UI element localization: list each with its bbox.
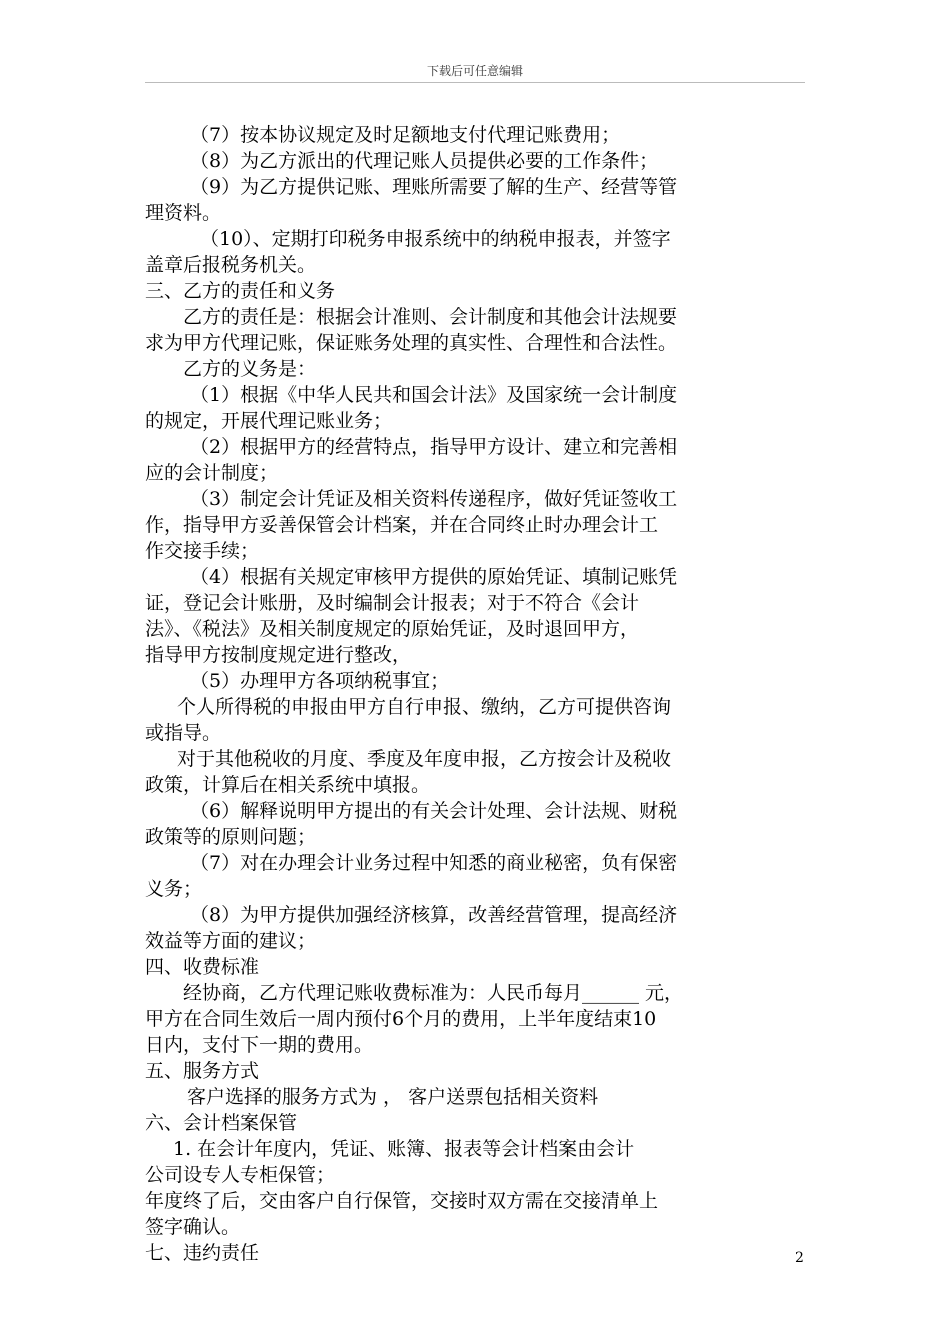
text-line: 五、服务方式 (145, 1060, 260, 1082)
text-line: 年度终了后，交由客户自行保管，交接时双方需在交接清单上 (145, 1190, 659, 1212)
text-line: 对于其他税收的月度、季度及年度申报，乙方按会计及税收 (177, 748, 672, 770)
text-line: 日内，支付下一期的费用。 (145, 1034, 374, 1056)
text-line: 乙方的责任是：根据会计准则、会计制度和其他会计法规要 (183, 306, 678, 328)
text-line: 政策，计算后在相关系统中填报。 (145, 774, 431, 796)
text-line: （1）根据《中华人民共和国会计法》及国家统一会计制度 (190, 384, 678, 406)
text-line: 或指导。 (145, 722, 222, 744)
page-number: 2 (795, 1250, 804, 1266)
page-header: 下载后可任意编辑 (426, 64, 523, 78)
text-line: 三、乙方的责任和义务 (145, 280, 336, 302)
text-line: 签字确认。 (145, 1216, 241, 1238)
text-line: 甲方在合同生效后一周内预付6个月的费用，上半年度结束10 (145, 1008, 657, 1030)
text-line: 个人所得税的申报由甲方自行申报、缴纳，乙方可提供咨询 (177, 696, 672, 718)
text-line: （8）为甲方提供加强经济核算，改善经营管理，提高经济 (190, 904, 678, 926)
text-line: 义务； (145, 878, 203, 900)
text-line: 四、收费标准 (145, 956, 260, 978)
text-line: （10）、定期打印税务申报系统中的纳税申报表，并签字 (200, 228, 671, 250)
text-line: 政策等的原则问题； (145, 826, 317, 848)
document-body (145, 122, 810, 1266)
header-divider (145, 82, 805, 83)
text-line: （7）对在办理会计业务过程中知悉的商业秘密，负有保密 (190, 852, 678, 874)
text-line: 理资料。 (145, 202, 222, 224)
text-line: 求为甲方代理记账，保证账务处理的真实性、合理性和合法性。 (145, 332, 678, 354)
text-line: （2）根据甲方的经营特点，指导甲方设计、建立和完善相 (190, 436, 678, 458)
text-line: 作，指导甲方妥善保管会计档案，并在合同终止时办理会计工 (145, 514, 659, 536)
text-line: （9）为乙方提供记账、理账所需要了解的生产、经营等管 (190, 176, 678, 198)
text-line: （6）解释说明甲方提出的有关会计处理、会计法规、财税 (190, 800, 678, 822)
text-line: 应的会计制度； (145, 462, 279, 484)
text-line: 客户选择的服务方式为 ， 客户送票包括相关资料 (187, 1086, 599, 1108)
text-line: 1. 在会计年度内，凭证、账簿、报表等会计档案由会计 (173, 1138, 635, 1160)
text-line: 七、违约责任 (145, 1242, 260, 1264)
text-line: 六、会计档案保管 (145, 1112, 298, 1134)
text-line: 的规定，开展代理记账业务； (145, 410, 393, 432)
text-line: 盖章后报税务机关。 (145, 254, 317, 276)
text-line: （3）制定会计凭证及相关资料传递程序，做好凭证签收工 (190, 488, 678, 510)
text-line: 指导甲方按制度规定进行整改， (145, 644, 412, 666)
text-line: （4）根据有关规定审核甲方提供的原始凭证、填制记账凭 (190, 566, 678, 588)
text-line: 效益等方面的建议； (145, 930, 317, 952)
text-line: 作交接手续； (145, 540, 260, 562)
text-line: 经协商，乙方代理记账收费标准为：人民币每月______ 元， (183, 982, 684, 1004)
text-line: 乙方的义务是： (183, 358, 317, 380)
text-line: （8）为乙方派出的代理记账人员提供必要的工作条件； (190, 150, 659, 172)
text-line: （7）按本协议规定及时足额地支付代理记账费用； (190, 124, 621, 146)
text-line: 公司设专人专柜保管； (145, 1164, 336, 1186)
text-line: 法》、《税法》及相关制度规定的原始凭证，及时退回甲方， (145, 618, 640, 640)
text-line: 证，登记会计账册，及时编制会计报表；对于不符合《会计 (145, 592, 640, 614)
text-line: （5）办理甲方各项纳税事宜； (190, 670, 450, 692)
